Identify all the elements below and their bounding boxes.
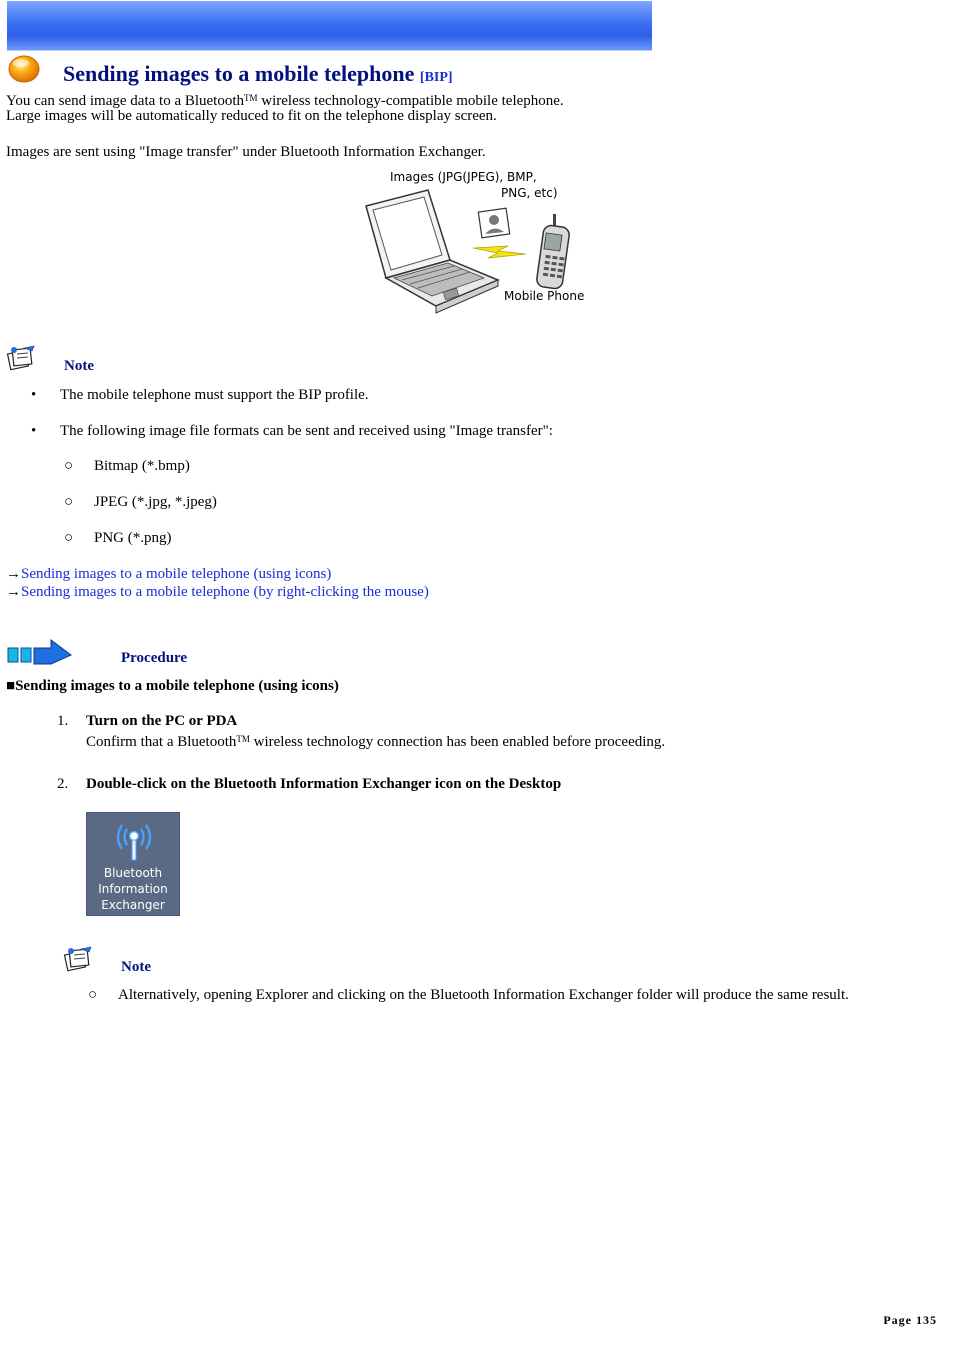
sub-bullet-marker: ○ xyxy=(64,494,74,510)
link-right-click[interactable]: Sending images to a mobile telephone (by right-clicking the mouse) xyxy=(21,584,429,600)
laptop-phone-illustration xyxy=(358,168,594,318)
note-bullet-1: The mobile telephone must support the BIP profile. xyxy=(60,387,369,403)
square-bullet-icon: ■ xyxy=(6,678,16,694)
desktop-icon-label: Bluetooth Information Exchanger xyxy=(98,866,168,912)
note-alternative-text: Alternatively, opening Explorer and clicking on the Bluetooth Information Exchanger folder will produce the same result. xyxy=(118,987,849,1003)
format-png: PNG (*.png) xyxy=(94,530,172,546)
intro-line-3: Images are sent using "Image transfer" under Bluetooth Information Exchanger. xyxy=(6,144,486,160)
step-title: Double-click on the Bluetooth Information Exchanger icon on the Desktop xyxy=(86,776,562,792)
link-using-icons[interactable]: Sending images to a mobile telephone (using icons) xyxy=(21,566,332,582)
note-icon xyxy=(6,344,36,372)
step-title: Turn on the PC or PDA xyxy=(86,713,238,729)
section-title xyxy=(6,677,339,695)
wireless-signal-icon xyxy=(473,246,526,258)
bullet-marker: • xyxy=(31,423,37,439)
step-number: 1. xyxy=(57,713,69,729)
note-icon xyxy=(63,945,93,973)
link-row-2[interactable] xyxy=(6,583,429,601)
sub-bullet-marker: ○ xyxy=(64,530,74,546)
format-bitmap: Bitmap (*.bmp) xyxy=(94,458,190,474)
note-heading: Note xyxy=(121,959,151,975)
sub-bullet-marker: ○ xyxy=(88,987,98,1003)
photo-icon xyxy=(478,208,509,238)
sub-bullet-marker: ○ xyxy=(64,458,74,474)
illustration-label-images-1: Images (JPG(JPEG), BMP, xyxy=(390,170,537,184)
procedure-heading: Procedure xyxy=(121,650,188,666)
procedure-arrow-icon xyxy=(7,638,73,666)
step-desc-b: wireless technology connection has been enabled before proceeding. xyxy=(249,734,666,750)
note-bullet-2: The following image file formats can be sent and received using "Image transfer": xyxy=(60,423,553,439)
illustration-label-phone: Mobile Phone xyxy=(504,289,585,303)
trademark: TM xyxy=(244,93,258,103)
orange-orb-icon xyxy=(7,53,41,85)
arrow-icon: → xyxy=(6,584,21,600)
illustration-label-images-2: PNG, etc) xyxy=(501,186,558,200)
mobile-phone-icon xyxy=(536,214,570,290)
intro-text-a: You can send image data to a Bluetooth xyxy=(6,93,245,109)
page-number: Page 135 xyxy=(883,1313,937,1327)
arrow-icon: → xyxy=(6,566,21,582)
trademark: TM xyxy=(236,734,250,744)
antenna-icon xyxy=(113,819,155,863)
page-title xyxy=(63,61,453,87)
laptop-icon xyxy=(366,190,498,313)
step-number: 2. xyxy=(57,776,69,792)
header-banner xyxy=(7,1,652,51)
bullet-marker: • xyxy=(31,387,37,403)
intro-text-b: wireless technology-compatible mobile telephone. xyxy=(257,93,564,109)
profile-tag: [BIP] xyxy=(419,70,453,85)
link-row-1[interactable] xyxy=(6,565,331,583)
page-title-text: Sending images to a mobile telephone xyxy=(63,61,415,86)
section-title-text: Sending images to a mobile telephone (using icons) xyxy=(15,678,339,694)
step-desc-a: Confirm that a Bluetooth xyxy=(86,734,237,750)
intro-line-2: Large images will be automatically reduced to fit on the telephone display screen. xyxy=(6,108,497,124)
note-heading: Note xyxy=(64,358,94,374)
step-description xyxy=(86,730,665,751)
bluetooth-exchanger-desktop-icon[interactable] xyxy=(86,812,180,916)
format-jpeg: JPEG (*.jpg, *.jpeg) xyxy=(94,494,217,510)
